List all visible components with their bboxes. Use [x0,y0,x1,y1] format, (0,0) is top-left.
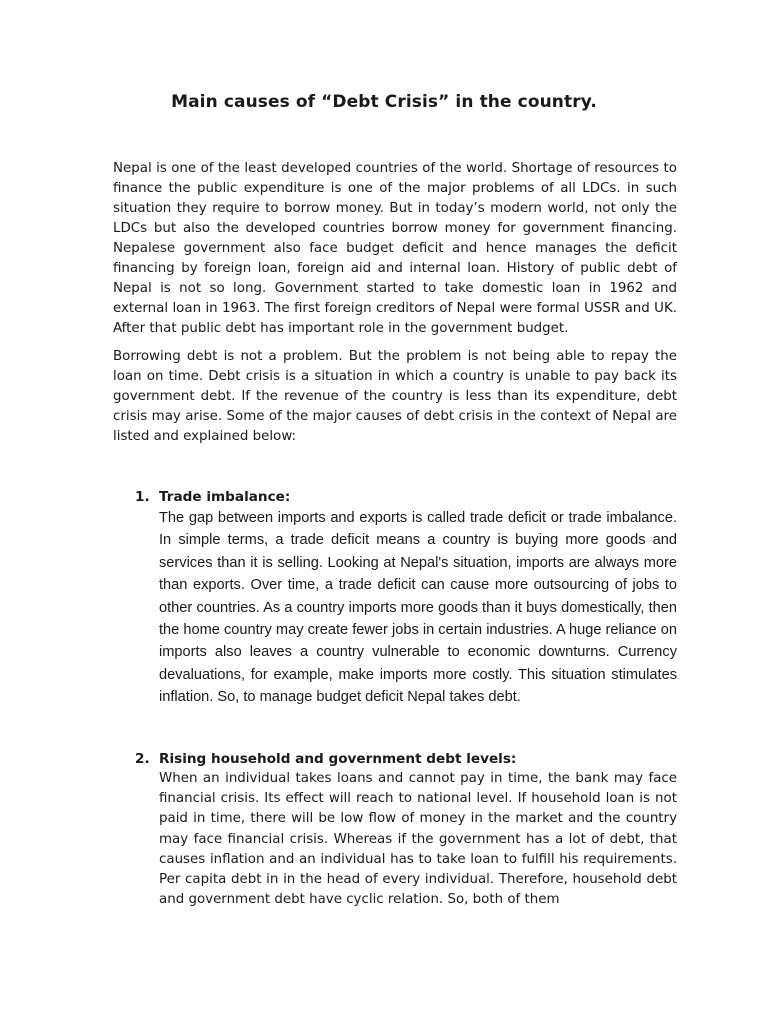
list-item-number: 1. [135,489,150,505]
list-item-heading [135,487,679,507]
intro-paragraph: Nepal is one of the least developed countries of the world. Shortage of resources to finance the public expenditure is one of the major problems of all LDCs. in such situation they require to borrow money. But in today’s modern world, not only the LDCs but also the developed countries borrow money for government financing. Nepalese government also face budget deficit and hence manages the deficit financing by foreign loan, foreign aid and internal loan. History of public debt of Nepal is not so long. Government started to take domestic loan in 1962 and external loan in 1963. The first foreign creditors of Nepal were formal USSR and UK. After that public debt has important role in the government budget. [113,161,677,336]
list-item-body: When an individual takes loans and cannot pay in time, the bank may face financial crisis. Its effect will reach to national level. If household loan is not paid in time, there will be low flow of money in the market and the country may face financial crisis. Whereas if the government has a lot of debt, that causes inflation and an individual has to take loan to fulfill his requirements. Per capita debt in in the head of every individual. Therefore, household debt and government debt have cyclic relation. So, both of them [159,771,677,908]
context-paragraph: Borrowing debt is not a problem. But the problem is not being able to repay the loan on time. Debt crisis is a situation in which a country is unable to pay back its government debt. If the revenue of the country is less than its expenditure, debt crisis may arise. Some of the major causes of debt crisis in the context of Nepal are listed and explained below: [113,349,677,444]
list-item-heading [135,749,679,769]
list-item-number: 2. [135,751,150,767]
list-item-trade-imbalance [135,487,679,709]
list-item-body: The gap between imports and exports is called trade deficit or trade imbalance. In simple terms, a trade deficit means a country is buying more goods and services than it is selling. Looking at Nepal's situation, imports are always more than exports. Over time, a trade deficit can cause more outsourcing of jobs to other countries. As a country imports more goods than it buys domestically, then the home country may create fewer jobs in certain industries. A huge reliance on imports also leaves a country vulnerable to economic downturns. Currency devaluations, for example, make imports more costly. This situation stimulates inflation. So, to manage budget deficit Nepal takes debt. [159,510,677,706]
document-title: Main causes of “Debt Crisis” in the country. [171,92,597,112]
list-item-debt-levels [135,749,679,910]
list-item-title: Rising household and government debt levels: [159,751,517,767]
list-item-title: Trade imbalance: [159,489,291,505]
